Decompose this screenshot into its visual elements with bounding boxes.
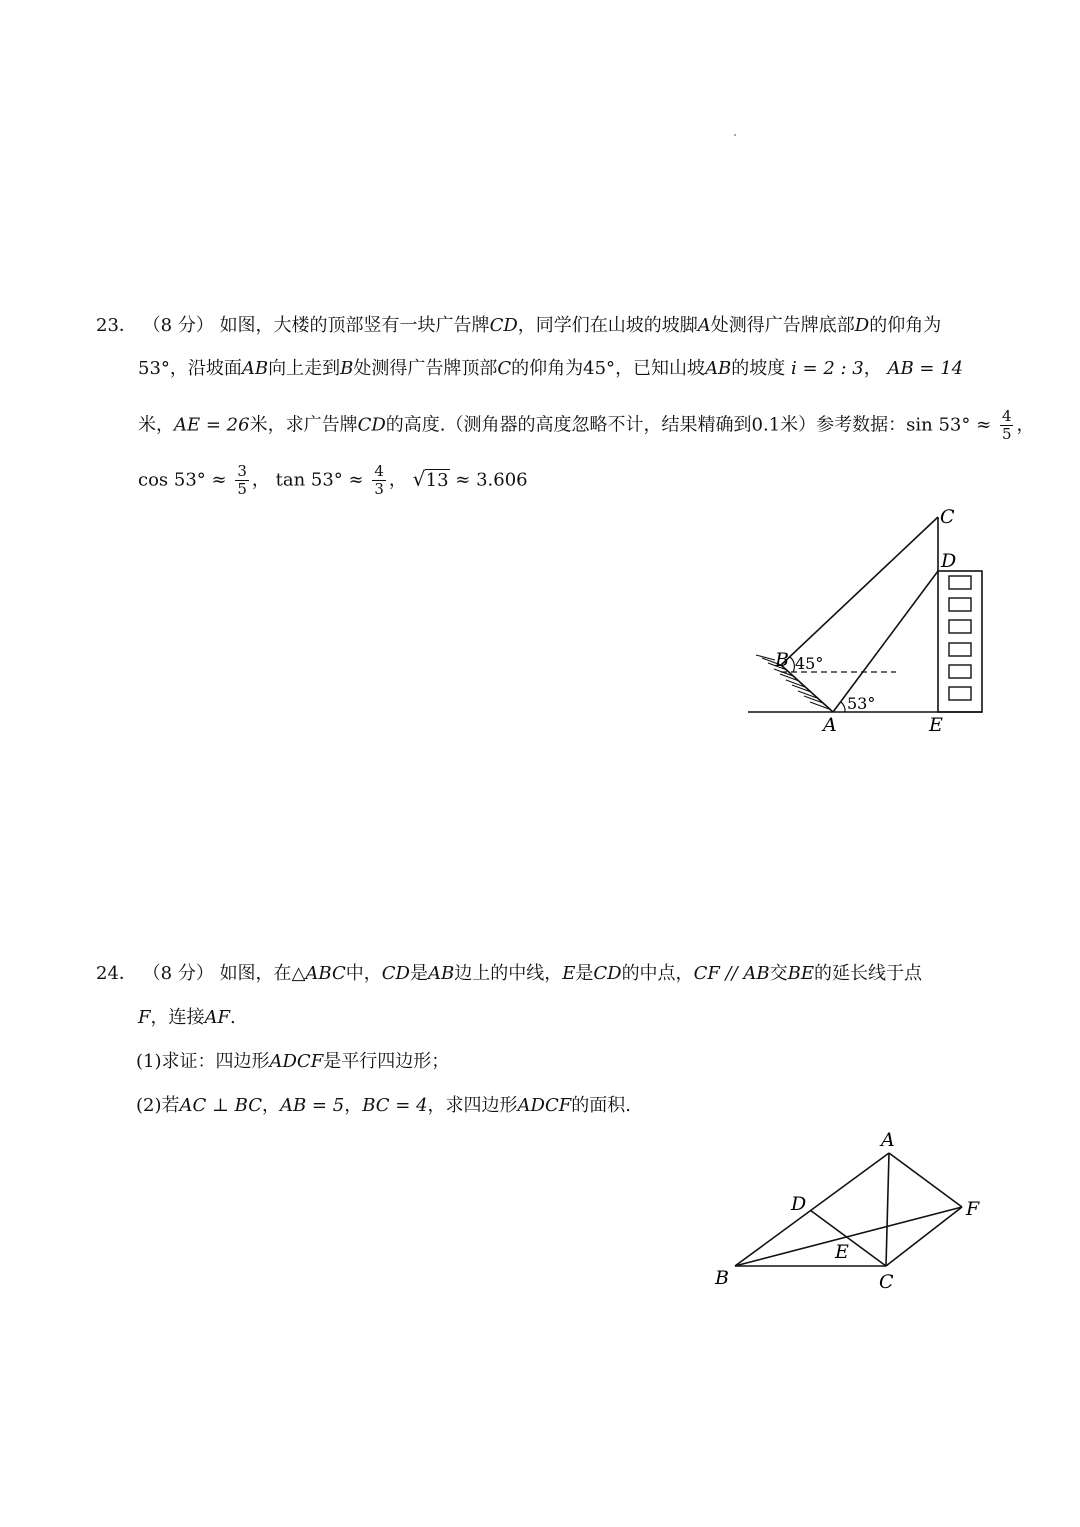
q23-text: 的高度.（测角器的高度忽略不计，结果精确到 [385, 414, 752, 436]
q23-cos-label: cos 53° ≈ [138, 469, 227, 491]
q23-sin-label: sin 53° ≈ [906, 414, 992, 436]
q23-var: CD [357, 414, 386, 436]
q23-text: 向上走到 [268, 358, 341, 379]
q23-text: 米）参考数据： [780, 414, 907, 436]
q23-points: （8 分） [142, 315, 214, 336]
q24-text: ， [344, 1095, 363, 1116]
q24-points: （8 分） [142, 963, 214, 984]
q24-var: ADCF [269, 1051, 324, 1072]
q24-var: ADCF [517, 1095, 572, 1116]
q24-bc: BC = 4 [362, 1095, 428, 1116]
q23-var: D [854, 315, 870, 336]
q23-var: C [497, 358, 512, 379]
q24-text: 是 [409, 963, 428, 984]
q24-text: 是 [575, 963, 594, 984]
q23-angle: 53° [138, 358, 170, 379]
q23-sqrt-value: ≈ 3.606 [455, 469, 528, 491]
q23-var: B [340, 358, 354, 379]
q24-var: CD [381, 963, 410, 984]
q24-perp: AC ⊥ BC [179, 1095, 262, 1116]
q24-text: 如图，在 [219, 963, 292, 984]
q23-text: ， [251, 469, 270, 491]
q23-text: 处测得广告牌底部 [710, 315, 855, 336]
q23-ae-eq: AE = 26 [174, 414, 250, 436]
q24-parallel: CF // AB [693, 963, 770, 984]
q23-text: ，沿坡面 [169, 358, 242, 379]
q23-number: 23． [96, 315, 137, 336]
label-a: A [881, 1129, 895, 1151]
q23-angle: 45° [583, 358, 616, 379]
fraction-numerator: 3 [237, 462, 247, 480]
q23-text: 米， [138, 414, 174, 436]
segment-ac [886, 1153, 889, 1266]
label-53-degrees: 53° [847, 694, 876, 713]
q23-var: AB [705, 358, 732, 379]
q24-number: 24． [96, 963, 137, 984]
q24-text: ，连接 [150, 1007, 205, 1028]
q23-text: ， [1016, 414, 1035, 436]
label-c: C [940, 506, 955, 528]
q24-text: ， [261, 1095, 280, 1116]
q24-text: ，求四边形 [427, 1095, 518, 1116]
q23-text: ， [863, 358, 882, 379]
q24-var: AF [204, 1007, 230, 1028]
q23-text: 的坡度 [731, 358, 786, 379]
label-e: E [835, 1241, 849, 1263]
label-b: B [775, 649, 789, 671]
q24-var: F [138, 1007, 151, 1028]
q23-text: 的仰角为 [869, 315, 942, 336]
q23-text: ，已知山坡 [615, 358, 706, 379]
q24-var: △ABC [291, 963, 346, 984]
segment-af [889, 1153, 962, 1207]
q24-var: CD [593, 963, 622, 984]
segment-cf [886, 1207, 962, 1266]
q23-text: 的仰角为 [511, 358, 584, 379]
q23-ab-eq: AB = 14 [887, 358, 964, 379]
q24-text: 边上的中线， [454, 963, 563, 984]
label-a: A [823, 714, 837, 736]
fraction-denominator: 5 [1001, 425, 1012, 443]
q24-text: (1)求证：四边形 [136, 1051, 270, 1072]
q24-text: 是平行四边形； [323, 1051, 450, 1072]
fraction-denominator: 3 [374, 480, 384, 498]
label-45-degrees: 45° [795, 654, 824, 673]
label-f: F [966, 1198, 980, 1220]
q23-text: ， [388, 469, 407, 491]
fraction-numerator: 4 [1001, 407, 1012, 425]
q23-text: 米，求广告牌 [249, 414, 358, 436]
q24-text: 的面积. [571, 1095, 631, 1116]
q23-var: AB [241, 358, 269, 379]
q24-ab: AB = 5 [279, 1095, 345, 1116]
q23-text: 如图，大楼的顶部竖有一块广告牌 [219, 315, 490, 336]
q23-tan-label: tan 53° ≈ [275, 469, 364, 491]
q23-text: ，同学们在山坡的坡脚 [517, 315, 698, 336]
fraction-denominator: 5 [237, 480, 247, 498]
q24-text: (2)若 [136, 1095, 180, 1116]
segment-ba [735, 1153, 889, 1266]
q24-text: 中， [345, 963, 382, 984]
q24-var: AB [427, 963, 455, 984]
label-b: B [715, 1267, 729, 1289]
q24-text: . [230, 1007, 236, 1028]
label-c: C [879, 1271, 894, 1293]
q23-slope: i = 2 : 3 [791, 358, 864, 379]
q23-text: 处测得广告牌顶部 [353, 358, 498, 379]
fraction-numerator: 4 [374, 462, 384, 480]
label-e: E [929, 714, 943, 736]
label-d: D [941, 550, 957, 572]
q24-text: 的中点， [621, 963, 694, 984]
q24-text: 交 [769, 963, 788, 984]
q23-precision: 0.1 [751, 414, 781, 436]
q23-var: CD [489, 315, 518, 336]
q24-var: BE [787, 963, 814, 984]
q23-var: A [697, 315, 711, 336]
label-d: D [791, 1193, 807, 1215]
q24-text: 的延长线于点 [814, 963, 922, 984]
q24-var: E [562, 963, 576, 984]
q23-sqrt: √ 13 [412, 466, 449, 491]
sqrt-radicand: 13 [425, 469, 449, 491]
